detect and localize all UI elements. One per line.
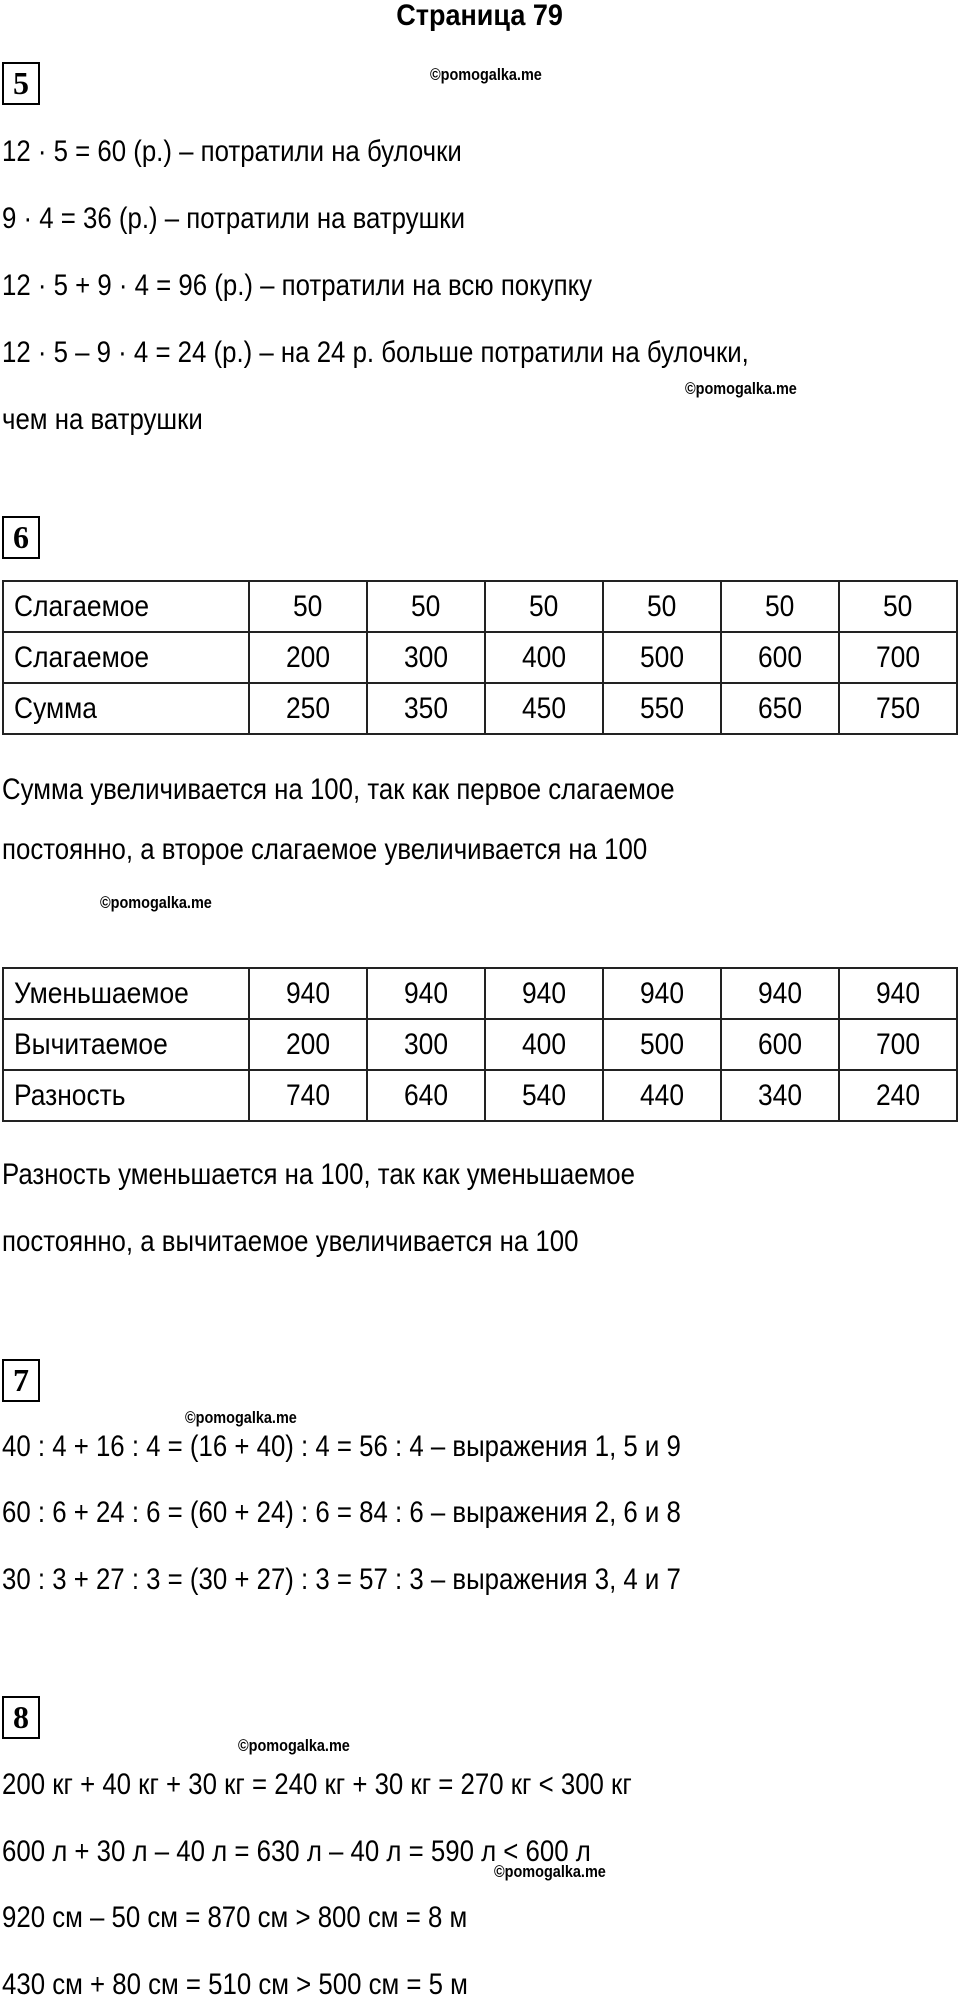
table-row: [3, 683, 957, 734]
cell-value: 50: [411, 589, 441, 623]
row-label: [3, 581, 249, 632]
cell-value: 940: [757, 976, 803, 1010]
table-row: [3, 1070, 957, 1121]
cell-value: 750: [875, 691, 921, 725]
task8-line-2: 600 л + 30 л – 40 л = 630 л – 40 л = 590 л < 600 л: [2, 1835, 591, 1868]
row-label: [3, 683, 249, 734]
task5-line-5: чем на ватрушки: [2, 403, 203, 436]
cell-value: 50: [883, 589, 913, 623]
table-cell: [839, 632, 957, 683]
cell-value: 550: [639, 691, 685, 725]
task7-line-1: 40 : 4 + 16 : 4 = (16 + 40) : 4 = 56 : 4 – выражения 1, 5 и 9: [2, 1430, 681, 1463]
cell-value: 200: [285, 640, 331, 674]
table-cell: [367, 968, 485, 1019]
table-cell: [721, 632, 839, 683]
watermark: ©pomogalka.me: [100, 893, 212, 912]
task5-line-2: 9 · 4 = 36 (р.) – потратили на ватрушки: [2, 202, 465, 235]
table-cell: [603, 581, 721, 632]
table-cell: [603, 632, 721, 683]
row-label-text: Слагаемое: [14, 589, 150, 623]
cell-value: 500: [639, 1027, 685, 1061]
cell-value: 940: [403, 976, 449, 1010]
table-cell: [249, 968, 367, 1019]
task7-line-3: 30 : 3 + 27 : 3 = (30 + 27) : 3 = 57 : 3 – выражения 3, 4 и 7: [2, 1563, 681, 1596]
watermark: ©pomogalka.me: [185, 1408, 297, 1427]
row-label-text: Слагаемое: [14, 640, 150, 674]
cell-value: 400: [521, 640, 567, 674]
cell-value: 650: [757, 691, 803, 725]
table-cell: [485, 1070, 603, 1121]
table-cell: [721, 683, 839, 734]
addition-table: [2, 580, 958, 735]
task-number-5: 5: [2, 62, 40, 105]
table-row: [3, 632, 957, 683]
page-title: [0, 0, 960, 32]
table-cell: [249, 632, 367, 683]
watermark: ©pomogalka.me: [238, 1736, 350, 1755]
table-cell: [721, 1019, 839, 1070]
cell-value: 300: [403, 1027, 449, 1061]
cell-value: 600: [757, 1027, 803, 1061]
cell-value: 440: [639, 1078, 685, 1112]
table-cell: [603, 968, 721, 1019]
table-cell: [485, 632, 603, 683]
cell-value: 340: [757, 1078, 803, 1112]
cell-value: 500: [639, 640, 685, 674]
table-cell: [367, 1019, 485, 1070]
subtraction-table: [2, 967, 958, 1122]
table-cell: [839, 1070, 957, 1121]
table-cell: [249, 683, 367, 734]
table-cell: [721, 1070, 839, 1121]
watermark: ©pomogalka.me: [430, 65, 542, 84]
cell-value: 940: [285, 976, 331, 1010]
task-number-6: 6: [2, 516, 40, 559]
cell-value: 940: [521, 976, 567, 1010]
cell-value: 300: [403, 640, 449, 674]
table-cell: [839, 1019, 957, 1070]
task8-line-3: 920 см – 50 см = 870 см > 800 см = 8 м: [2, 1901, 468, 1934]
page-title-text: Страница 79: [396, 0, 564, 32]
table-cell: [603, 683, 721, 734]
task6-note2-line-1: Разность уменьшается на 100, так как уменьшаемое: [2, 1158, 636, 1191]
cell-value: 700: [875, 640, 921, 674]
table-cell: [721, 968, 839, 1019]
watermark: ©pomogalka.me: [494, 1862, 606, 1881]
table-row: [3, 968, 957, 1019]
table-cell: [485, 968, 603, 1019]
cell-value: 50: [765, 589, 795, 623]
table-cell: [603, 1019, 721, 1070]
row-label: [3, 1019, 249, 1070]
table-cell: [485, 581, 603, 632]
table-cell: [249, 1019, 367, 1070]
cell-value: 350: [403, 691, 449, 725]
row-label: [3, 632, 249, 683]
table-cell: [603, 1070, 721, 1121]
cell-value: 50: [647, 589, 677, 623]
row-label-text: Сумма: [14, 691, 97, 725]
cell-value: 450: [521, 691, 567, 725]
cell-value: 250: [285, 691, 331, 725]
cell-value: 240: [875, 1078, 921, 1112]
table-cell: [839, 968, 957, 1019]
task6-note1-line-2: постоянно, а второе слагаемое увеличивается на 100: [2, 833, 648, 866]
task5-line-3: 12 · 5 + 9 · 4 = 96 (р.) – потратили на всю покупку: [2, 269, 593, 302]
cell-value: 700: [875, 1027, 921, 1061]
table-row: [3, 581, 957, 632]
table-cell: [367, 581, 485, 632]
table-cell: [367, 632, 485, 683]
table-cell: [721, 581, 839, 632]
cell-value: 740: [285, 1078, 331, 1112]
table-cell: [367, 683, 485, 734]
table-row: [3, 1019, 957, 1070]
table-cell: [839, 581, 957, 632]
table-cell: [249, 1070, 367, 1121]
cell-value: 640: [403, 1078, 449, 1112]
cell-value: 200: [285, 1027, 331, 1061]
task5-line-4: 12 · 5 – 9 · 4 = 24 (р.) – на 24 р. больше потратили на булочки,: [2, 336, 749, 369]
task5-line-1: 12 · 5 = 60 (р.) – потратили на булочки: [2, 135, 462, 168]
task8-line-1: 200 кг + 40 кг + 30 кг = 240 кг + 30 кг = 270 кг < 300 кг: [2, 1768, 632, 1801]
cell-value: 540: [521, 1078, 567, 1112]
task8-line-4: 430 см + 80 см = 510 см > 500 см = 5 м: [2, 1968, 468, 2001]
table-cell: [485, 1019, 603, 1070]
row-label: [3, 1070, 249, 1121]
table-cell: [485, 683, 603, 734]
cell-value: 940: [639, 976, 685, 1010]
table-cell: [839, 683, 957, 734]
task6-note1-line-1: Сумма увеличивается на 100, так как первое слагаемое: [2, 773, 675, 806]
table-cell: [249, 581, 367, 632]
table-cell: [367, 1070, 485, 1121]
task-number-8: 8: [2, 1696, 40, 1739]
cell-value: 50: [293, 589, 323, 623]
task7-line-2: 60 : 6 + 24 : 6 = (60 + 24) : 6 = 84 : 6 – выражения 2, 6 и 8: [2, 1496, 681, 1529]
cell-value: 50: [529, 589, 559, 623]
row-label-text: Вычитаемое: [14, 1027, 168, 1061]
row-label: [3, 968, 249, 1019]
watermark: ©pomogalka.me: [685, 379, 797, 398]
cell-value: 400: [521, 1027, 567, 1061]
cell-value: 600: [757, 640, 803, 674]
task6-note2-line-2: постоянно, а вычитаемое увеличивается на 100: [2, 1225, 579, 1258]
row-label-text: Разность: [14, 1078, 126, 1112]
row-label-text: Уменьшаемое: [14, 976, 189, 1010]
cell-value: 940: [875, 976, 921, 1010]
task-number-7: 7: [2, 1359, 40, 1402]
